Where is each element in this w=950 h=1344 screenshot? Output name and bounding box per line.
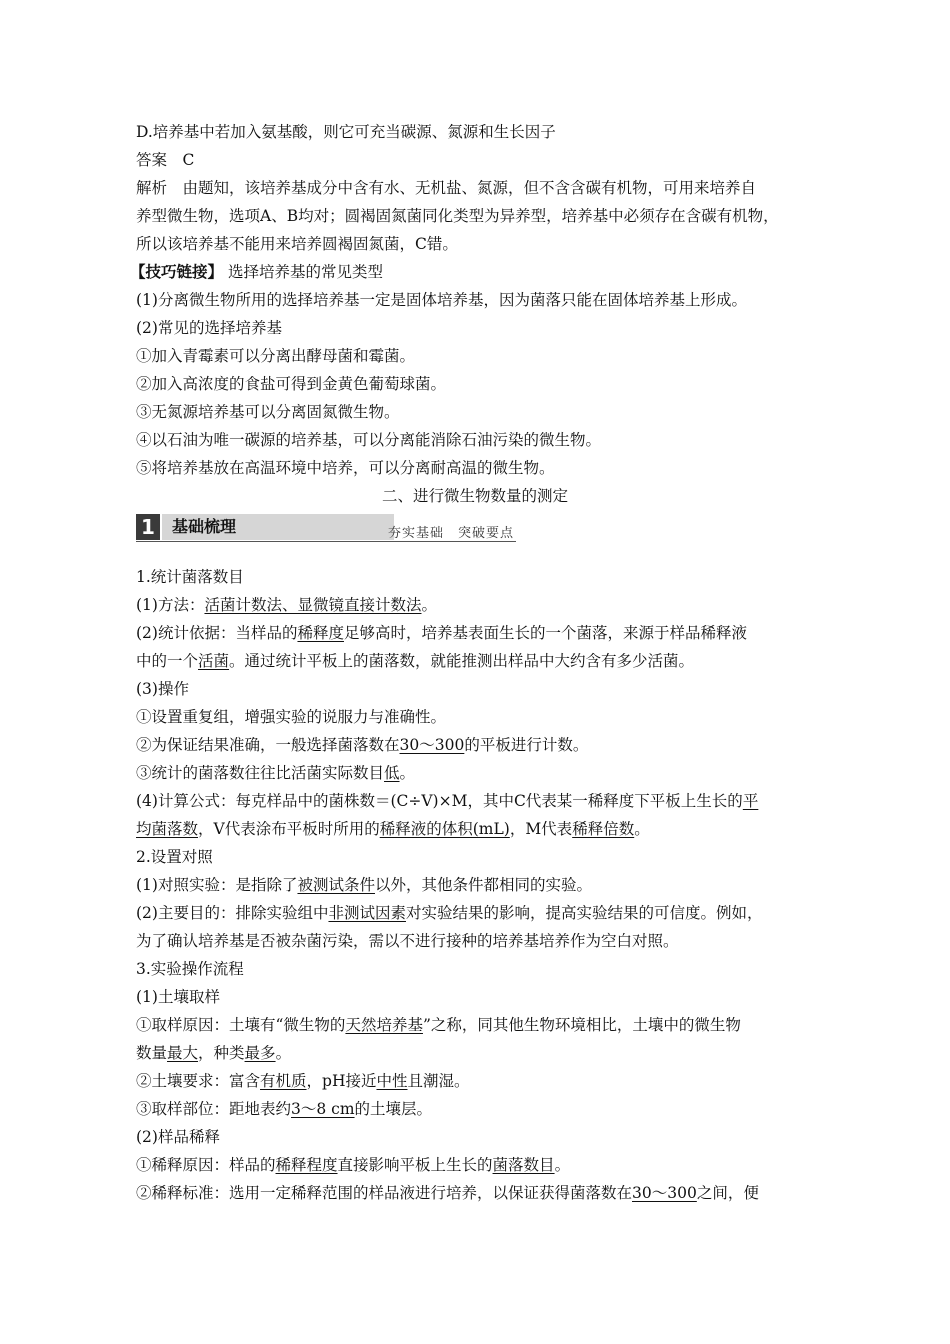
answer-line: 答案 C <box>136 151 195 169</box>
dilution-line-1: ①稀释原因：样品的稀释程度直接影响平板上生长的菌落数目。 <box>136 1156 571 1174</box>
analysis-line-2: 养型微生物，选项A、B均对；圆褐固氮菌同化类型为异养型，培养基中必须存在含碳有机物， <box>136 207 779 225</box>
answer-blank: 活菌 <box>198 652 230 670</box>
answer-blank: 最多 <box>244 1044 276 1062</box>
control-line-3: 为了确认培养基是否被杂菌污染，需以不进行接种的培养基培养作为空白对照。 <box>136 932 679 950</box>
answer-blank: 稀释度 <box>297 624 344 642</box>
answer-blank: 菌落数目 <box>492 1156 555 1174</box>
answer-blank: 30～300 <box>399 736 465 754</box>
heading-control: 2.设置对照 <box>136 848 213 866</box>
analysis-line-3: 所以该培养基不能用来培养圆褐固氮菌，C错。 <box>136 235 458 253</box>
tip-item-5: ⑤将培养基放在高温环境中培养，可以分离耐高温的微生物。 <box>136 459 555 477</box>
tip-label: 【技巧链接】 <box>130 262 224 281</box>
heading-count-colonies: 1.统计菌落数目 <box>136 568 244 586</box>
answer-blank: 均菌落数 <box>136 820 199 838</box>
method-line: (1)方法：活菌计数法、显微镜直接计数法。 <box>136 596 437 614</box>
tip-item-4: ④以石油为唯一碳源的培养基，可以分离能消除石油污染的微生物。 <box>136 431 602 449</box>
control-line-2: (2)主要目的：排除实验组中非测试因素对实验结果的影响，提高实验结果的可信度。例如， <box>136 904 763 922</box>
soil-line-2: 数量最大，种类最多。 <box>136 1044 292 1062</box>
answer-blank: 稀释液的体积(mL) <box>379 820 510 838</box>
formula-line-1: (4)计算公式：每克样品中的菌株数＝(C÷V)×M，其中C代表某一稀释度下平板上生长的平 <box>136 792 759 810</box>
answer-blank: 最大 <box>167 1044 199 1062</box>
answer-blank: 中性 <box>376 1072 408 1090</box>
answer-blank: 3～8 cm <box>291 1100 355 1118</box>
analysis-line-1: 解析 由题知，该培养基成分中含有水、无机盐、氮源，但不含含碳有机物，可用来培养自 <box>136 179 757 197</box>
heading-procedure: 3.实验操作流程 <box>136 960 244 978</box>
banner-number: 1 <box>136 514 160 540</box>
banner-subtitle: 夯实基础 突破要点 <box>388 526 515 541</box>
section-banner <box>136 514 516 542</box>
operation-item-2: ②为保证结果准确，一般选择菌落数在30～300的平板进行计数。 <box>136 736 589 754</box>
operation-heading: (3)操作 <box>136 680 189 698</box>
answer-blank: 稀释倍数 <box>572 820 635 838</box>
operation-item-1: ①设置重复组，增强实验的说服力与准确性。 <box>136 708 447 726</box>
basis-line-1: (2)统计依据：当样品的稀释度足够高时，培养基表面生长的一个菌落，来源于样品稀释液 <box>136 624 747 642</box>
section-title: 二、进行微生物数量的测定 <box>381 487 568 505</box>
soil-line-1: ①取样原因：土壤有“微生物的天然培养基”之称，同其他生物环境相比，土壤中的微生物 <box>136 1016 741 1034</box>
answer-blank: 平 <box>742 792 759 810</box>
dilution-line-2: ②稀释标准：选用一定稀释范围的样品液进行培养，以保证获得菌落数在30～300之间，便 <box>136 1184 759 1202</box>
tip-heading <box>130 261 383 283</box>
soil-heading: (1)土壤取样 <box>136 988 220 1006</box>
option-d-line: D.培养基中若加入氨基酸，则它可充当碳源、氮源和生长因子 <box>136 123 556 141</box>
tip-line-2: (2)常见的选择培养基 <box>136 319 282 337</box>
answer-blank: 低 <box>384 764 400 782</box>
formula-line-2: 均菌落数，V代表涂布平板时所用的稀释液的体积(mL)，M代表稀释倍数。 <box>136 820 650 838</box>
soil-line-3: ②土壤要求：富含有机质，pH接近中性且潮湿。 <box>136 1072 470 1090</box>
tip-title: 选择培养基的常见类型 <box>227 263 383 281</box>
dilution-heading: (2)样品稀释 <box>136 1128 220 1146</box>
tip-line-1: (1)分离微生物所用的选择培养基一定是固体培养基，因为菌落只能在固体培养基上形成。 <box>136 291 747 309</box>
tip-item-1: ①加入青霉素可以分离出酵母菌和霉菌。 <box>136 347 416 365</box>
banner-rule <box>136 541 516 542</box>
answer-blank: 稀释程度 <box>275 1156 338 1174</box>
control-line-1: (1)对照实验：是指除了被测试条件以外，其他条件都相同的实验。 <box>136 876 592 894</box>
answer-blank: 30～300 <box>632 1184 697 1202</box>
answer-blank: 天然培养基 <box>345 1016 423 1034</box>
answer-blank: 被测试条件 <box>297 876 375 894</box>
answer-blank: 非测试因素 <box>328 904 406 922</box>
tip-item-2: ②加入高浓度的食盐可得到金黄色葡萄球菌。 <box>136 375 447 393</box>
answer-blank: 有机质 <box>260 1072 307 1090</box>
soil-line-4: ③取样部位：距地表约3～8 cm的土壤层。 <box>136 1100 433 1118</box>
operation-item-3: ③统计的菌落数往往比活菌实际数目低。 <box>136 764 416 782</box>
answer-blank: 活菌计数法、显微镜直接计数法 <box>204 596 422 614</box>
basis-line-2: 中的一个活菌。通过统计平板上的菌落数，就能推测出样品中大约含有多少活菌。 <box>136 652 695 670</box>
tip-item-3: ③无氮源培养基可以分离固氮微生物。 <box>136 403 400 421</box>
banner-title: 基础梳理 <box>162 514 394 540</box>
